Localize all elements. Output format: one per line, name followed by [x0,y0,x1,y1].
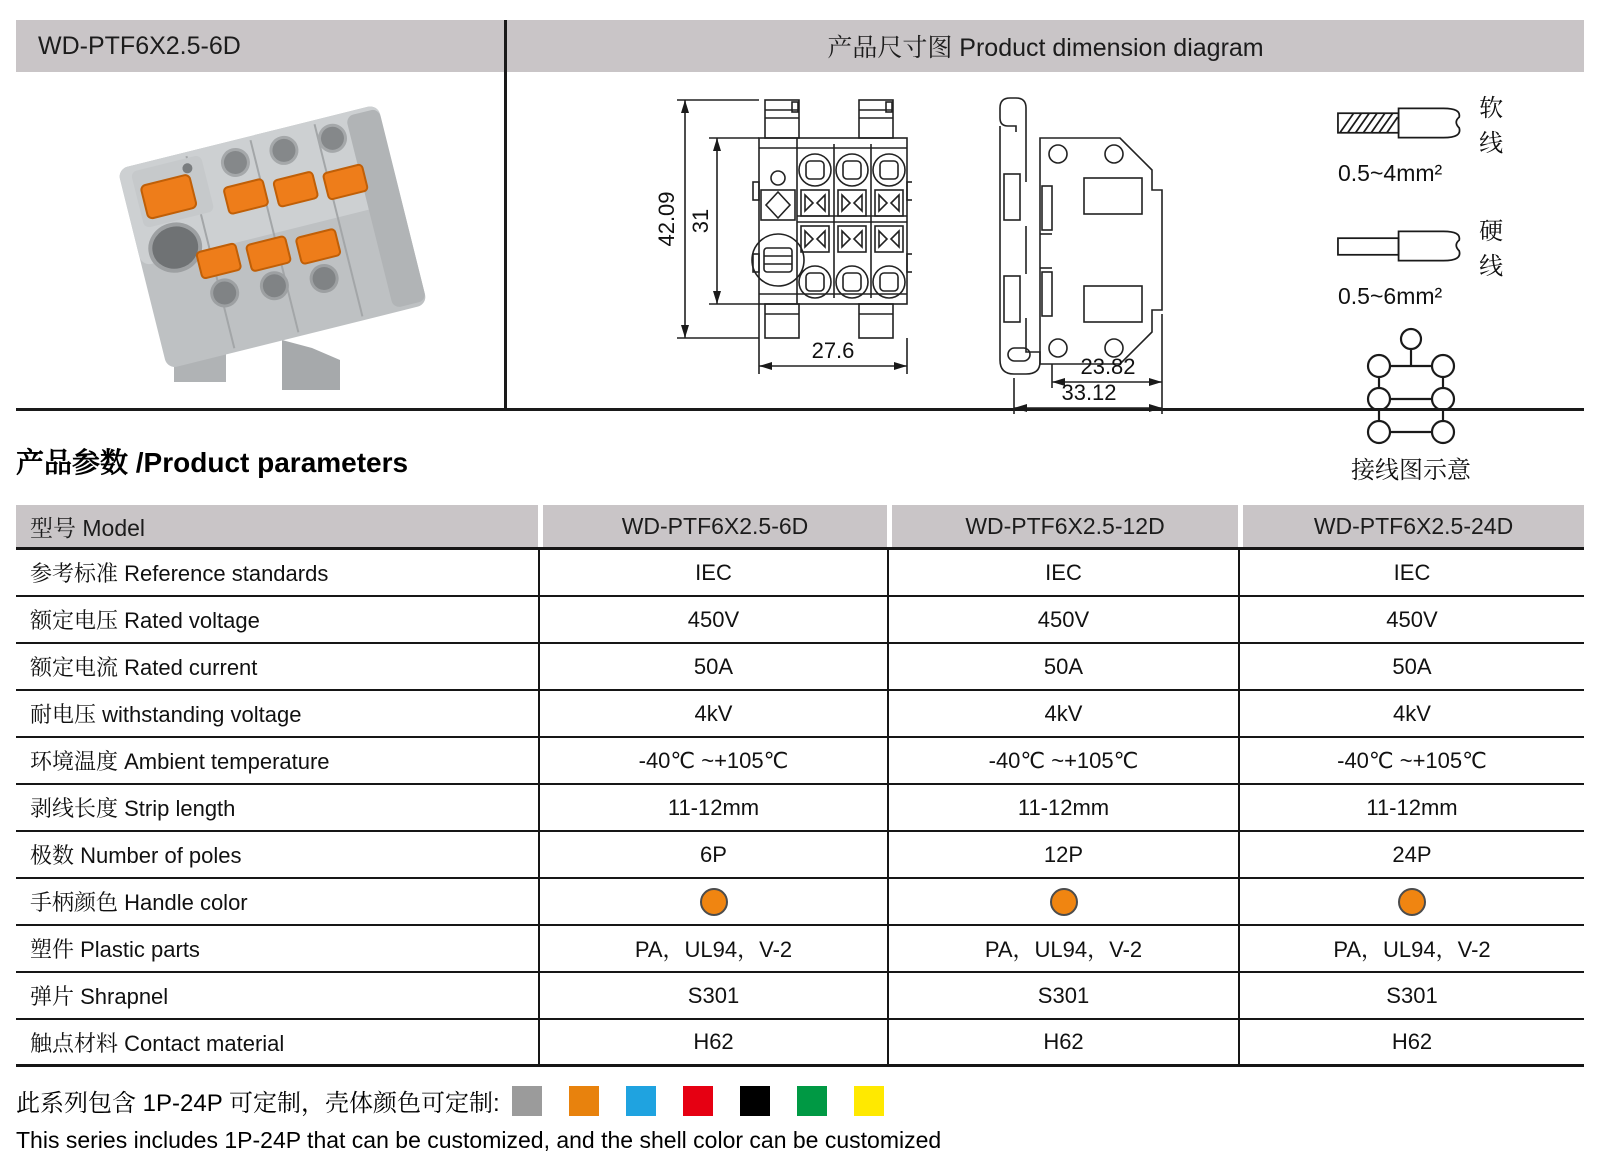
row-label: 手柄颜色 Handle color [30,890,248,915]
side-view-drawing [956,86,1186,418]
dim-42-09: 42.09 [654,191,679,247]
row-value: 4kV [1238,691,1584,736]
soft-wire-icon [1336,103,1465,143]
row-value: S301 [1238,973,1584,1018]
wiring-diagram [1336,326,1486,446]
dimension-column [504,20,1584,484]
customization-note-row [16,1083,1584,1118]
dim-33-12: 33.12 [1061,380,1117,405]
row-value: -40℃ ~+105℃ [887,738,1238,783]
dim-31: 31 [688,208,713,234]
soft-wire-range: 0.5~4mm² [1338,160,1443,186]
row-value: 450V [887,597,1238,642]
dim-23-82: 23.82 [1080,354,1136,379]
shell-color-swatch-black [740,1086,770,1116]
row-value: 11-12mm [887,785,1238,830]
row-label: 弹片 Shrapnel [30,984,169,1009]
parameters-section-title: 产品参数 /Product parameters [16,447,409,478]
column-header-6d: WD-PTF6X2.5-6D [538,505,887,547]
row-value: 4kV [887,691,1238,736]
front-view-drawing [647,86,912,386]
row-value: 6P [538,832,887,877]
row-value [1238,879,1584,924]
row-value: H62 [1238,1020,1584,1064]
row-value: 24P [1238,832,1584,877]
customization-note-zh: 此系列包含 1P-24P 可定制，壳体颜色可定制: [16,1090,500,1117]
column-header-12d: WD-PTF6X2.5-12D [887,505,1238,547]
row-value: 450V [1238,597,1584,642]
diagram-area [507,72,1584,484]
row-value: 12P [887,832,1238,877]
row-value: IEC [538,550,887,595]
row-value: -40℃ ~+105℃ [1238,738,1584,783]
handle-color-dot [700,888,728,916]
dimension-header-bar [507,20,1584,72]
wire-legend [1336,88,1526,484]
row-label: 极数 Number of poles [30,843,242,868]
table-row [16,926,1584,973]
table-row [16,1020,1584,1067]
handle-color-dot [1398,888,1426,916]
wiring-diagram-icon [1351,326,1471,446]
parameters-table [16,505,1584,1067]
table-row-handle-color [16,879,1584,926]
shell-color-swatch-green [797,1086,827,1116]
row-label: 塑件 Plastic parts [30,937,200,962]
dim-27-6: 27.6 [811,338,855,363]
shell-color-swatches [512,1086,884,1116]
table-row [16,738,1584,785]
row-value: 450V [538,597,887,642]
column-header-model: 型号 Model [30,514,146,541]
row-value: PA，UL94，V-2 [538,926,887,971]
row-value: S301 [538,973,887,1018]
row-label: 剥线长度 Strip length [30,796,236,821]
row-value [538,879,887,924]
row-value [887,879,1238,924]
table-row [16,691,1584,738]
shell-color-swatch-red [683,1086,713,1116]
hard-wire-range: 0.5~6mm² [1338,283,1443,309]
row-label: 额定电流 Rated current [30,655,258,680]
shell-color-swatch-gray [512,1086,542,1116]
row-value: 50A [887,644,1238,689]
shell-color-swatch-yellow [854,1086,884,1116]
row-value: 50A [538,644,887,689]
hard-wire-row [1336,211,1526,281]
row-label: 耐电压 withstanding voltage [30,702,302,727]
row-value: 11-12mm [1238,785,1584,830]
product-column [16,20,504,408]
product-photo [74,84,446,396]
table-row [16,644,1584,691]
row-value: H62 [538,1020,887,1064]
row-value: 4kV [538,691,887,736]
row-value: PA，UL94，V-2 [887,926,1238,971]
row-value: -40℃ ~+105℃ [538,738,887,783]
row-value: IEC [1238,550,1584,595]
shell-color-swatch-orange [569,1086,599,1116]
wiring-diagram-label: 接线图示意 [1351,457,1471,484]
row-value: PA，UL94，V-2 [1238,926,1584,971]
model-title: WD-PTF6X2.5-6D [38,31,241,60]
table-row [16,785,1584,832]
product-photo-area [16,72,504,408]
table-row [16,832,1584,879]
table-header-row [16,505,1584,550]
soft-wire-row [1336,88,1526,158]
table-row [16,973,1584,1020]
row-value: IEC [887,550,1238,595]
hard-wire-label: 硬线 [1479,218,1504,280]
dimension-title: 产品尺寸图 Product dimension diagram [827,34,1264,62]
model-header-bar [16,20,504,72]
row-label: 环境温度 Ambient temperature [30,749,330,774]
hard-wire-icon [1336,226,1465,266]
row-value: H62 [887,1020,1238,1064]
column-header-24d: WD-PTF6X2.5-24D [1238,505,1584,547]
row-value: 11-12mm [538,785,887,830]
customization-note-en: This series includes 1P-24P that can be customized, and the shell color can be customized [16,1127,942,1153]
soft-wire-label: 软线 [1479,95,1504,157]
row-label: 触点材料 Contact material [30,1030,285,1056]
row-value: S301 [887,973,1238,1018]
row-value: 50A [1238,644,1584,689]
table-row [16,550,1584,597]
row-label: 参考标准 Reference standards [30,561,329,586]
handle-color-dot [1050,888,1078,916]
table-row [16,597,1584,644]
shell-color-swatch-blue [626,1086,656,1116]
row-label: 额定电压 Rated voltage [30,608,260,633]
